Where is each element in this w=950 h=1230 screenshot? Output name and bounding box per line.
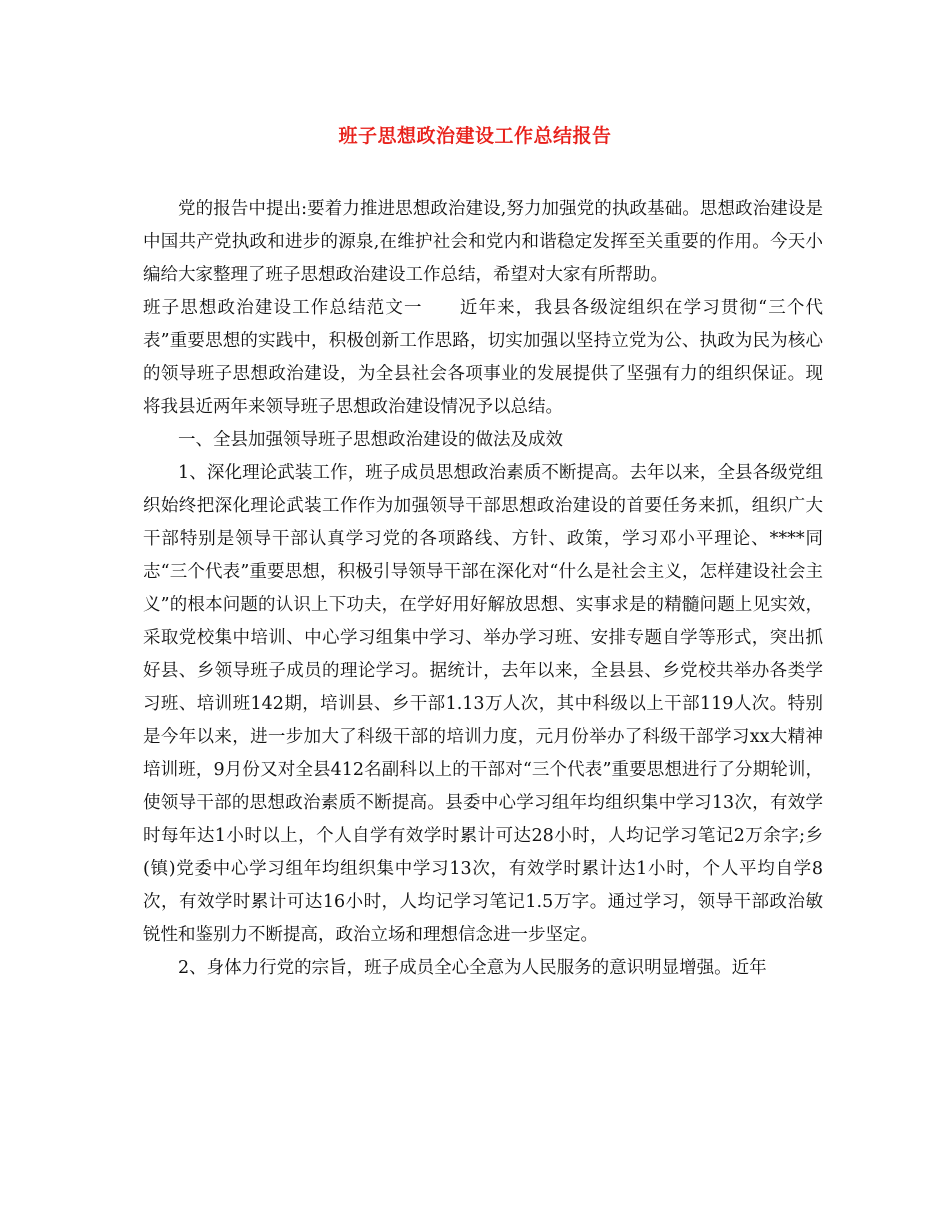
document-title: 班子思想政治建设工作总结报告	[338, 125, 612, 147]
intro-paragraph: 党的报告中提出:要着力推进思想政治建设,努力加强党的执政基础。思想政治建设是中国共产党执政和进步的源泉,在维护社会和党内和谐稳定发挥至关重要的作用。今天小编给大家整理了班子思想政治建设工作总结，希望对大家有所帮助。	[143, 199, 823, 285]
point-2-paragraph: 2、身体力行党的宗旨，班子成员全心全意为人民服务的意识明显增强。近年	[178, 958, 767, 978]
document-body	[143, 193, 823, 985]
point-1-paragraph: 1、深化理论武装工作，班子成员思想政治素质不断提高。去年以来，全县各级党组织始终把深化理论武装工作作为加强领导干部思想政治建设的首要任务来抓，组织广大干部特别是领导干部认真学习党的各项路线、方针、政策，学习邓小平理论、****同志“三个代表”重要思想，积极引导领导干部在深化对“什么是社会主义，怎样建设社会主义”的根本问题的认识上下功夫，在学好用好解放思想、实事求是的精髓问题上见实效，采取党校集中培训、中心学习组集中学习、举办学习班、安排专题自学等形式，突出抓好县、乡领导班子成员的理论学习。据统计，去年以来，全县县、乡党校共举办各类学习班、培训班142期，培训县、乡干部1.13万人次，其中科级以上干部119人次。特别是今年以来，进一步加大了科级干部的培训力度，元月份举办了科级干部学习xx大精神培训班，9月份又对全县412名副科以上的干部对“三个代表”重要思想进行了分期轮训，使领导干部的思想政治素质不断提高。县委中心学习组年均组织集中学习13次，有效学时每年达1小时以上，个人自学有效学时累计可达28小时，人均记学习笔记2万余字;乡(镇)党委中心学习组年均组织集中学习13次，有效学时累计达1小时，个人平均自学8次，有效学时累计可达16小时，人均记学习笔记1.5万字。通过学习，领导干部政治敏锐性和鉴别力不断提高，政治立场和理想信念进一步坚定。	[143, 463, 823, 945]
sample-intro-paragraph: 班子思想政治建设工作总结范文一 近年来，我县各级淀组织在学习贯彻“三个代表”重要思想的实践中，积极创新工作思路，切实加强以坚持立党为公、执政为民为核心的领导班子思想政治建设，为全县社会各项事业的发展提供了坚强有力的组织保证。现将我县近两年来领导班子思想政治建设情况予以总结。	[143, 298, 823, 417]
section-heading: 一、全县加强领导班子思想政治建设的做法及成效	[178, 430, 563, 450]
